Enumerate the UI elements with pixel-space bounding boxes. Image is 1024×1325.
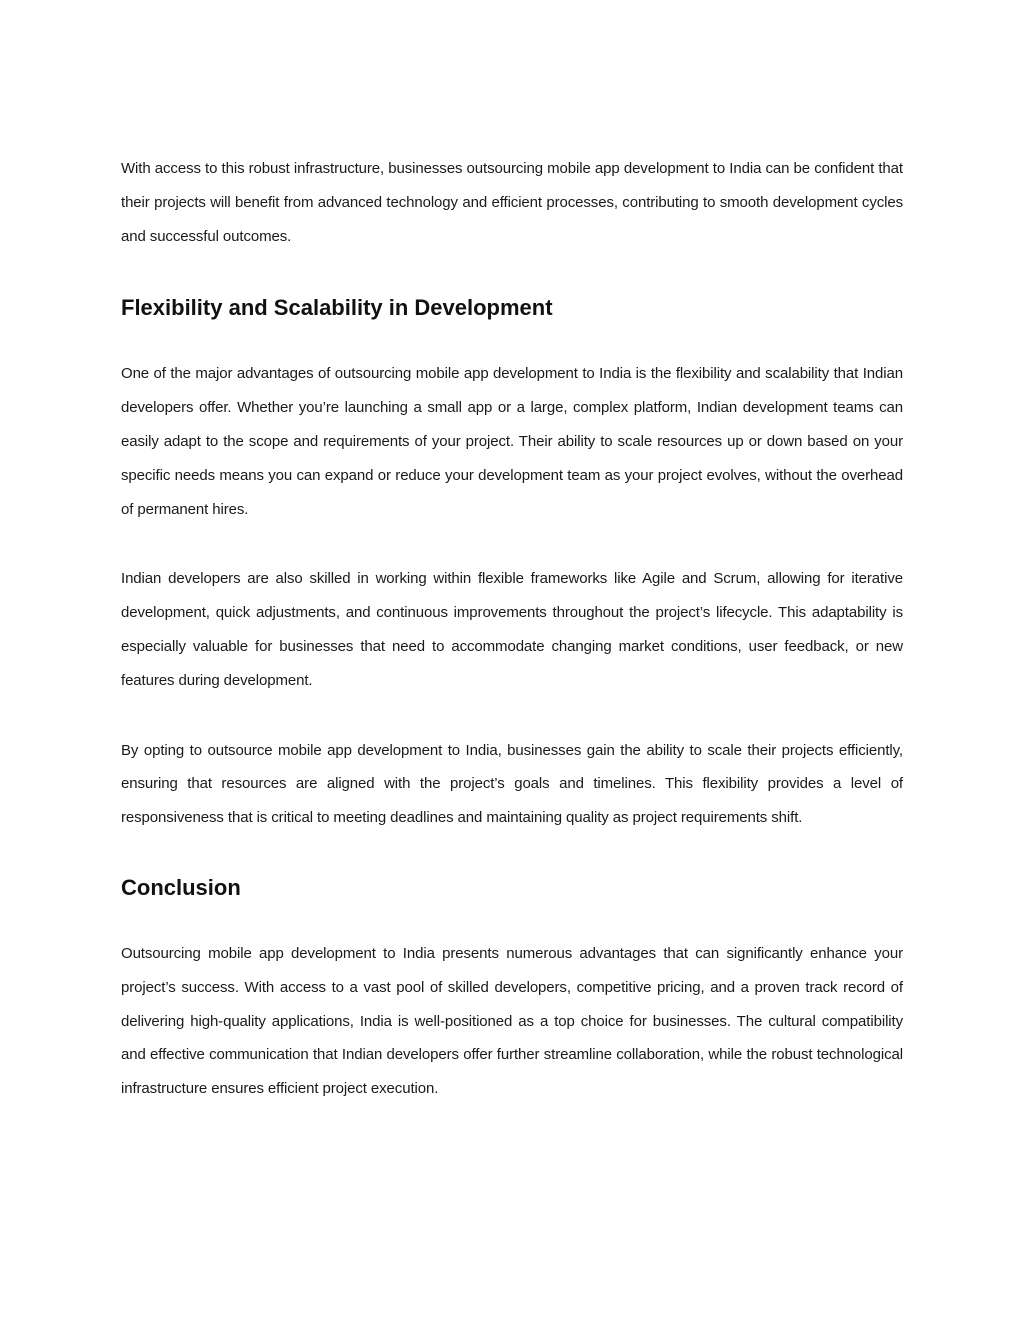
section-heading-flexibility: Flexibility and Scalability in Development (121, 295, 553, 321)
intro-paragraph: With access to this robust infrastructure, businesses outsourcing mobile app development to India can be confident that their projects will benefit from advanced technology and efficient processes, contributing to smooth development cycles and successful outcomes. (121, 160, 903, 245)
flexibility-paragraph: Indian developers are also skilled in working within flexible frameworks like Agile and Scrum, allowing for iterative development, quick adjustments, and continuous improvements throughout the project’s lifecycle. This adaptability is especially valuable for businesses that need to accommodate changing market conditions, user feedback, or new features during development. (121, 570, 903, 689)
document-page (121, 152, 903, 1106)
conclusion-paragraph: Outsourcing mobile app development to India presents numerous advantages that can significantly enhance your project’s success. With access to a vast pool of skilled developers, competitive pricing, and a proven track record of delivering high-quality applications, India is well-positioned as a top choice for businesses. The cultural compatibility and effective communication that Indian developers offer further streamline collaboration, while the robust technological infrastructure ensures efficient project execution. (121, 944, 903, 1098)
flexibility-paragraph: By opting to outsource mobile app development to India, businesses gain the ability to scale their projects efficiently, ensuring that resources are aligned with the project’s goals and timelines. This flexibility provides a level of responsiveness that is critical to meeting deadlines and maintaining quality as project requirements shift. (121, 741, 903, 827)
flexibility-paragraph: One of the major advantages of outsourcing mobile app development to India is the flexibility and scalability that Indian developers offer. Whether you’re launching a small app or a large, complex platform, Indian development teams can easily adapt to the scope and requirements of your project. Their ability to scale resources up or down based on your specific needs means you can expand or reduce your development team as your project evolves, without the overhead of permanent hires. (121, 365, 903, 518)
section-heading-conclusion: Conclusion (121, 874, 241, 900)
